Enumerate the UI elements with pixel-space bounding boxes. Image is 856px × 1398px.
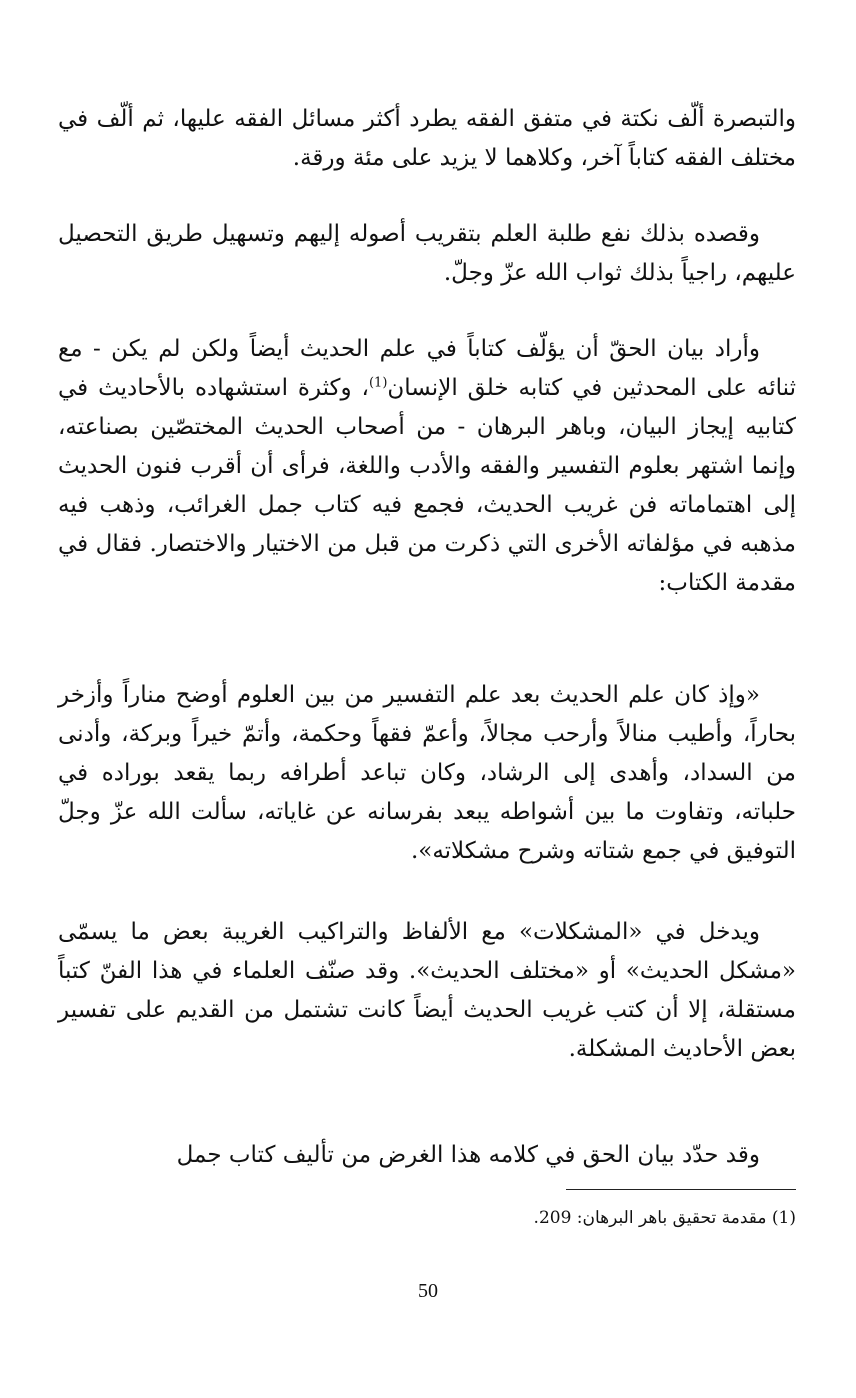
page-number: 50 [418, 1280, 438, 1302]
footnote-divider [566, 1189, 796, 1190]
footnote: (1) مقدمة تحقيق باهر البرهان: 209. [533, 1208, 796, 1228]
footnote-reference: (1) [368, 375, 388, 391]
paragraph-5: ويدخل في «المشكلات» مع الألفاظ والتراكيب الغريبة بعض ما يسمّى «مشكل الحديث» أو «مختلف الحديث». وقد صنّف العلماء في هذا الفنّ كتباً مستقلة، إلا أن كتب غريب الحديث أيضاً كانت تشتمل من القديم على تفسير بعض الأحاديث المشكلة. [58, 919, 796, 1062]
paragraph-3-part-1: وأراد بيان الحقّ أن يؤلّف كتاباً في علم الحديث أيضاً ولكن لم يكن - مع ثنائه على المحدثين في كتابه خلق الإنسان [58, 336, 796, 401]
paragraph-3-part-2: ، وكثرة استشهاده بالأحاديث في كتابيه إيجاز البيان، وباهر البرهان - من أصحاب الحديث المختصّين بصناعته، وإنما اشتهر بعلوم التفسير والفقه والأدب واللغة، فرأى أن أقرب فنون الحديث إلى اهتماماته فن غريب الحديث، فجمع فيه كتاب جمل الغرائب، وذهب فيه مذهبه في مؤلفاته الأخرى التي ذكرت من قبل من الاختيار والاختصار. فقال في مقدمة الكتاب: [58, 375, 796, 596]
page-body [58, 100, 796, 1260]
paragraph-1: والتبصرة ألّف نكتة في متفق الفقه يطرد أكثر مسائل الفقه عليها، ثم ألّف في مختلف الفقه كتاباً آخر، وكلاهما لا يزيد على مئة ورقة. [58, 106, 796, 171]
paragraph-2: وقصده بذلك نفع طلبة العلم بتقريب أصوله إليهم وتسهيل طريق التحصيل عليهم، راجياً بذلك ثواب الله عزّ وجلّ. [58, 221, 796, 286]
quotation-paragraph: «وإذ كان علم الحديث بعد علم التفسير من بين العلوم أوضح مناراً وأزخر بحاراً، وأطيب منالاً وأرحب مجالاً، وأعمّ فقهاً وحكمة، وأتمّ خيراً وبركة، وأدنى من السداد، وأهدى إلى الرشاد، وكان تباعد أطرافه ربما يقعد بوراده في حلباته، وتفاوت ما بين أشواطه يبعد بفرسانه عن غاياته، سألت الله عزّ وجلّ التوفيق في جمع شتاته وشرح مشكلاته». [58, 682, 796, 864]
paragraph-3 [58, 330, 796, 603]
paragraph-6: وقد حدّد بيان الحق في كلامه هذا الغرض من تأليف كتاب جمل [176, 1142, 760, 1168]
